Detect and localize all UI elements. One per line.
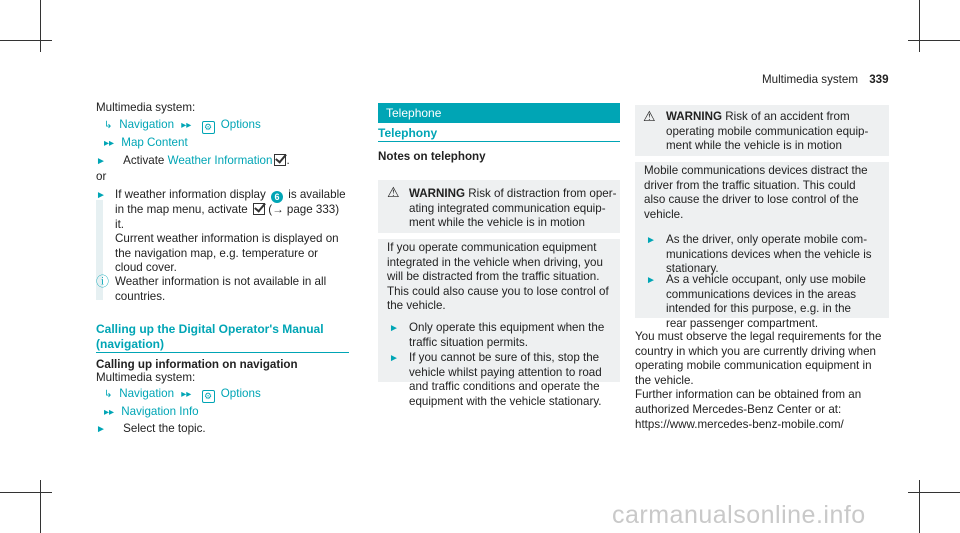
or-text: or	[96, 170, 107, 183]
bullet-arrow-icon: ►	[646, 275, 656, 286]
step-text: the navigation map, e.g. temperature or	[115, 246, 319, 260]
warning-body	[644, 164, 868, 222]
para-line: the vehicle.	[635, 373, 694, 387]
warning-text: ment while the vehicle is in motion	[666, 139, 842, 153]
note-text: Weather information is not available in all	[115, 275, 327, 288]
header-title: Multimedia system	[762, 73, 858, 86]
nav-item[interactable]: Options	[220, 118, 261, 131]
bullet-text: and traffic conditions and operate the	[409, 380, 600, 394]
body-line: also cause the driver to lose control of the	[644, 193, 859, 207]
bullet-2	[666, 273, 866, 331]
bullet-2	[409, 351, 602, 409]
heading-line: Calling up the Digital Operator's Manual	[96, 322, 324, 336]
step-2	[115, 188, 346, 276]
para-line: country in which you are currently driving when	[635, 344, 877, 358]
nav-item[interactable]: Options	[220, 387, 261, 400]
bullet-text: stationary.	[666, 262, 719, 276]
section-heading	[96, 322, 324, 352]
bullet-1	[409, 321, 604, 350]
body-line: driver from the traffic situation. This could	[644, 178, 856, 192]
crop-mark	[40, 0, 41, 52]
crop-mark	[919, 480, 920, 533]
heading-rule	[96, 352, 349, 353]
warning-text: Risk of distraction from oper-	[465, 187, 617, 200]
crop-mark	[908, 492, 960, 493]
warning-text: operating mobile communication equip-	[666, 124, 869, 138]
step-text: Select the topic.	[123, 422, 206, 435]
warning-label: WARNING	[409, 187, 466, 200]
step-text: Current weather information is displayed on	[115, 232, 339, 246]
para-line: operating mobile communication equipment in	[635, 359, 872, 373]
step-text: Activate	[123, 154, 168, 167]
weather-info-link[interactable]: Weather Information	[167, 154, 273, 167]
crop-mark	[0, 40, 52, 41]
crop-mark	[40, 480, 41, 533]
step-3	[96, 422, 206, 438]
crop-mark	[919, 0, 920, 52]
legal-paragraph	[635, 330, 881, 432]
para-line: You must observe the legal requirements for the	[635, 330, 882, 343]
nav-item[interactable]: Navigation	[119, 387, 175, 400]
warning-label: WARNING	[666, 110, 723, 123]
warning-triangle-icon: ⚠	[387, 184, 400, 200]
step-text: is available	[285, 188, 346, 201]
section-title: Telephony	[378, 126, 438, 140]
nav-item[interactable]: Navigation	[119, 118, 175, 131]
bullet-text: rear passenger compartment.	[666, 316, 819, 330]
step-text: cloud cover.	[115, 261, 177, 275]
warning-divider	[635, 156, 889, 162]
bullet-text: equipment with the vehicle stationary.	[409, 394, 602, 408]
step-text: in the map menu, activate	[115, 203, 251, 216]
page-ref: (→ page 333)	[264, 203, 340, 216]
left-intro-2: Multimedia system:	[96, 371, 196, 384]
title-rule	[378, 141, 620, 142]
bullet-1	[666, 233, 872, 277]
step-arrow-icon: ►	[96, 156, 106, 167]
step-arrow-icon: ►	[96, 424, 106, 435]
crop-mark	[0, 492, 52, 493]
bullet-text: As a vehicle occupant, only use mobile	[666, 273, 866, 286]
body-line: the vehicle.	[387, 299, 446, 313]
gear-icon: ⚙	[202, 121, 215, 134]
step-1	[96, 154, 290, 170]
step-text: it.	[115, 217, 125, 231]
url-text[interactable]: https://www.mercedes-benz-mobile.com/	[635, 417, 844, 431]
nav-item[interactable]: Map Content	[121, 136, 188, 149]
nav-path-1	[104, 118, 261, 152]
page-number: 339	[869, 73, 889, 86]
double-chevron-icon: ▸▸	[104, 138, 115, 149]
para-line: Further information can be obtained from an	[635, 388, 862, 402]
gear-icon: ⚙	[202, 390, 215, 403]
notes-heading: Notes on telephony	[378, 150, 486, 163]
section-bar: Telephone	[378, 103, 620, 123]
warning-header	[666, 110, 868, 154]
warning-text: Risk of an accident from	[722, 110, 850, 123]
checkbox-icon	[274, 154, 286, 166]
heading-line: (navigation)	[96, 337, 164, 351]
callout-badge: 6	[271, 191, 283, 203]
note	[115, 275, 326, 304]
return-arrow-icon: ↳	[104, 389, 113, 400]
crop-mark	[908, 40, 960, 41]
bullet-text: communications devices in the areas	[666, 287, 857, 301]
double-chevron-icon: ▸▸	[181, 120, 192, 131]
left-intro: Multimedia system:	[96, 101, 196, 114]
bullet-text: Only operate this equipment when the	[409, 321, 605, 334]
step-text: .	[286, 154, 290, 167]
nav-item[interactable]: Navigation Info	[121, 405, 199, 418]
bullet-arrow-icon: ►	[389, 323, 399, 334]
step-text: If weather information display	[115, 188, 270, 201]
bullet-text: intended for this purpose, e.g. in the	[666, 302, 851, 316]
body-line: vehicle.	[644, 207, 684, 221]
bullet-text: As the driver, only operate mobile com-	[666, 233, 868, 246]
bullet-text: traffic situation permits.	[409, 335, 528, 349]
body-line: Mobile communications devices distract the	[644, 164, 868, 177]
warning-triangle-icon: ⚠	[643, 108, 656, 124]
para-line: authorized Mercedes-Benz Center or at:	[635, 402, 842, 416]
step-arrow-icon: ►	[96, 190, 106, 201]
checkbox-icon	[253, 203, 265, 215]
body-line: This could also cause you to lose control of	[387, 284, 609, 298]
warning-text: ment while the vehicle is in motion	[409, 216, 585, 230]
return-arrow-icon: ↳	[104, 120, 113, 131]
bullet-text: vehicle whilst paying attention to road	[409, 365, 602, 379]
double-chevron-icon: ▸▸	[181, 389, 192, 400]
subheading: Calling up information on navigation	[96, 358, 298, 371]
body-line: If you operate communication equipment	[387, 241, 597, 254]
double-chevron-icon: ▸▸	[104, 407, 115, 418]
body-line: integrated in the vehicle when driving, you	[387, 255, 603, 269]
info-icon: ⓘ	[96, 274, 110, 289]
nav-path-2	[104, 387, 261, 421]
bullet-arrow-icon: ►	[646, 235, 656, 246]
note-text: countries.	[115, 289, 166, 303]
body-line: will be distracted from the traffic situation.	[387, 270, 600, 284]
bullet-arrow-icon: ►	[389, 353, 399, 364]
warning-body	[387, 241, 609, 314]
warning-divider	[378, 233, 620, 239]
running-header	[762, 73, 889, 88]
watermark: carmanualsonline.info	[612, 501, 866, 529]
bullet-text: munications devices when the vehicle is	[666, 247, 872, 261]
warning-header	[409, 187, 616, 231]
bullet-text: If you cannot be sure of this, stop the	[409, 351, 600, 364]
warning-text: ating integrated communication equip-	[409, 201, 606, 215]
